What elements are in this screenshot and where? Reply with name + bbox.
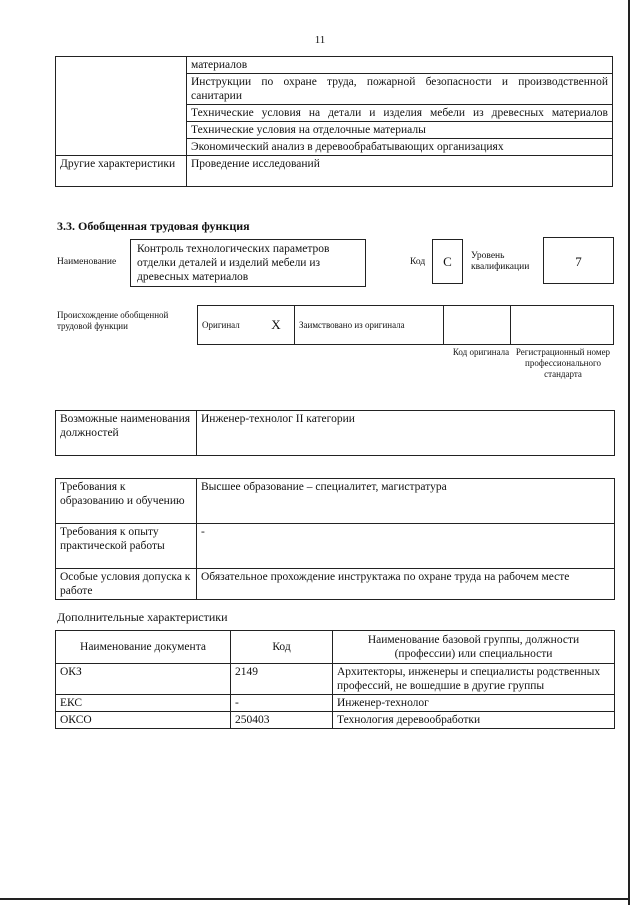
requirement-value: Обязательное прохождение инструктажа по охране труда на рабочем месте [197, 569, 615, 600]
table-row [187, 74, 613, 105]
additional-table [55, 630, 615, 729]
origin-table [197, 305, 614, 345]
section-title: 3.3. Обобщенная трудовая функция [57, 219, 250, 233]
positions-value: Инженер-технолог II категории [197, 411, 615, 456]
code-label: Код [410, 257, 426, 267]
table-row: Технические условия на отделочные материалы [187, 122, 613, 139]
requirement-value: - [197, 524, 615, 569]
table-cell: 2149 [231, 664, 333, 695]
name-label: Наименование [57, 257, 117, 267]
table-cell: ОКСО [56, 712, 231, 729]
table-row: материалов [187, 57, 613, 74]
table-cell: - [231, 695, 333, 712]
header-cell: Код [231, 631, 333, 664]
original-mark: X [271, 317, 281, 332]
code-box [432, 239, 463, 284]
function-name-box [130, 239, 366, 287]
table-cell: 250403 [231, 712, 333, 729]
original-mark-cell [258, 306, 295, 345]
requirement-label: Требования к образованию и обучению [56, 479, 197, 524]
page-number: 11 [314, 34, 326, 46]
page-edge-bottom [0, 898, 630, 900]
borrowed-label-cell [295, 306, 444, 345]
requirement-label: Требования к опыту практической работы [56, 524, 197, 569]
code-caption: Код оригинала [452, 347, 510, 357]
borrowed-label: Заимствовано из оригинала [299, 319, 405, 330]
origin-code-cell [444, 306, 511, 345]
level-box [543, 237, 614, 284]
row-text: Технические условия на детали и изделия мебели из древесных материалов [191, 107, 608, 119]
table-cell: ЕКС [56, 695, 231, 712]
table-empty-cell [56, 57, 187, 156]
table-cell: Архитекторы, инженеры и специалисты родственных профессий, не вошедшие в другие группы [333, 664, 615, 695]
header-cell: Наименование базовой группы, должности (профессии) или специальности [333, 631, 615, 664]
reg-caption: Регистрационный номер профессионального стандарта [515, 347, 611, 379]
level-label: Уровень квалификации [471, 251, 530, 272]
header-cell: Наименование документа [56, 631, 231, 664]
table-row [187, 105, 613, 122]
origin-label: Происхождение обобщенной трудовой функции [57, 310, 169, 331]
additional-title: Дополнительные характеристики [57, 610, 228, 624]
other-characteristics-label: Другие характеристики [56, 156, 187, 187]
original-label: Оригинал [202, 319, 240, 330]
page-edge-right [628, 0, 630, 905]
table-cell: Инженер-технолог [333, 695, 615, 712]
origin-reg-cell [511, 306, 614, 345]
requirement-value: Высшее образование – специалитет, магистратура [197, 479, 615, 524]
original-label-cell [198, 306, 259, 345]
positions-table [55, 410, 615, 456]
requirements-table [55, 478, 615, 600]
row-text: Инструкции по охране труда, пожарной безопасности и производственной санитарии [191, 76, 608, 102]
function-name-value: Контроль технологических параметров отделки деталей и изделий мебели из древесных материалов [137, 243, 330, 283]
other-characteristics-value: Проведение исследований [187, 156, 613, 187]
table-cell: ОКЗ [56, 664, 231, 695]
knowledge-table [55, 56, 613, 187]
table-row: Экономический анализ в деревообрабатывающих организациях [187, 139, 613, 156]
code-value: C [443, 254, 452, 269]
level-value: 7 [575, 254, 582, 269]
table-cell: Технология деревообработки [333, 712, 615, 729]
positions-label: Возможные наименования должностей [56, 411, 197, 456]
requirement-label: Особые условия допуска к работе [56, 569, 197, 600]
